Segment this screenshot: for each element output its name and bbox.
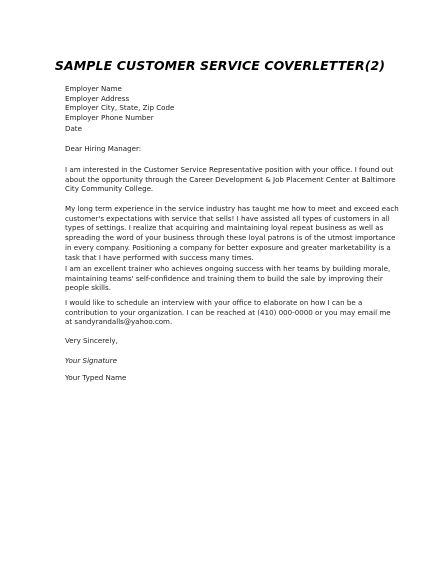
employer-address: Employer Address (65, 93, 130, 103)
paragraph-line: spreading the word of your business through these loyal patrons is of the utmost importance (65, 233, 396, 243)
paragraph-line: task that I have performed with success many times. (65, 252, 254, 262)
salutation-block (65, 144, 383, 154)
paragraph-1 (65, 165, 396, 194)
date-line (65, 124, 383, 134)
paragraph-line: maintaining teams' self-confidence and training them to build the sale by improving their (65, 273, 383, 283)
paragraph-line: people skills. (65, 283, 111, 293)
paragraph-line: about the opportunity through the Career Development & Job Placement Center at Baltimore (65, 174, 396, 184)
typed-name: Your Typed Name (65, 373, 127, 382)
signature: Your Signature (65, 356, 117, 365)
paragraph-line: in every company. Positioning a company for better exposure and greater marketability is a (65, 242, 391, 252)
paragraph-line: City Community College. (65, 184, 154, 194)
employer-block (65, 84, 383, 123)
salutation: Dear Hiring Manager: (65, 144, 142, 153)
document-title: SAMPLE CUSTOMER SERVICE COVERLETTER(2) (54, 58, 386, 73)
paragraph-line: at sandyrandalls@yahoo.com. (65, 317, 173, 327)
paragraph-line: types of settings. I realize that acquiring and maintaining loyal repeat business as well as (65, 223, 384, 233)
employer-phone: Employer Phone Number (65, 113, 154, 123)
date: Date (65, 124, 82, 133)
typed-name-block (65, 373, 383, 383)
employer-city: Employer City, State, Zip Code (65, 103, 175, 113)
paragraph-line: My long term experience in the service industry has taught me how to meet and exceed each (65, 204, 399, 213)
paragraph-line: I am an excellent trainer who achieves ongoing success with her teams by building morale, (65, 264, 391, 273)
signature-block (65, 356, 383, 366)
paragraph-line: customer's expectations with service that sells! I have assisted all types of customers in all (65, 213, 390, 223)
paragraph-2 (65, 204, 399, 262)
paragraph-line: I would like to schedule an interview with your office to elaborate on how I can be a (65, 298, 363, 307)
paragraph-line: contribution to your organization. I can be reached at (410) 000-0000 or you may email me (65, 307, 391, 317)
paragraph-line: I am interested in the Customer Service Representative position with your office. I found out (65, 165, 394, 174)
paragraph-4 (65, 298, 391, 327)
employer-name: Employer Name (65, 84, 122, 93)
closing: Very Sincerely, (65, 336, 118, 345)
paragraph-3 (65, 264, 391, 293)
closing-block (65, 336, 383, 346)
